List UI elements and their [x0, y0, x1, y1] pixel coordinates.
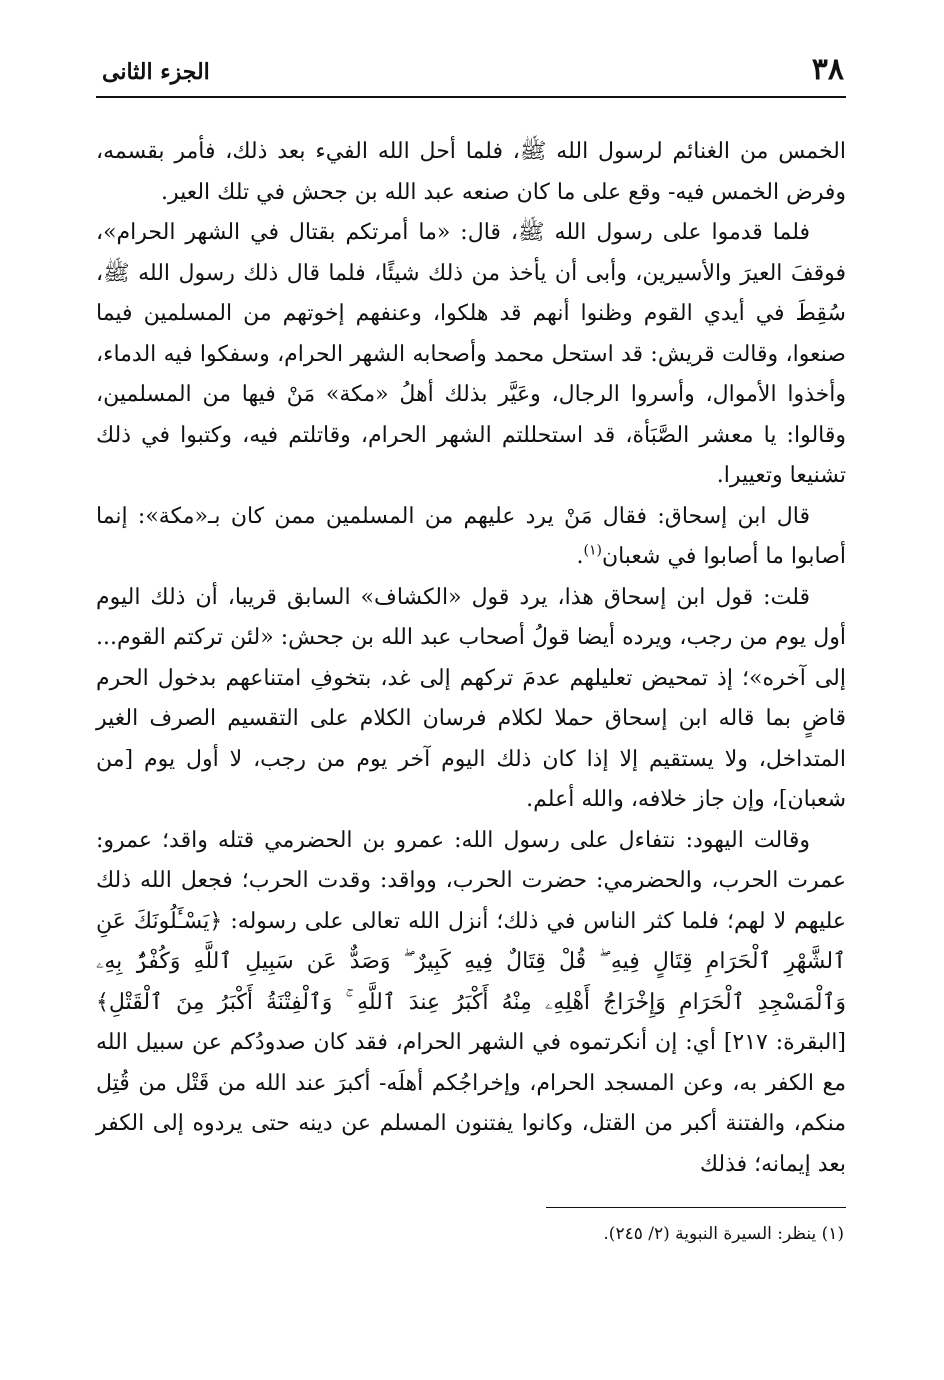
footnote-separator [546, 1207, 846, 1208]
paragraph-2: فلما قدموا على رسول الله ﷺ، قال: «ما أمرتكم بقتال في الشهر الحرام»، فوقفَ العيرَ والأسيرين، وأبى أن يأخذ من ذلك شيئًا، فلما قال ذلك رسول الله ﷺ، سُقِطَ في أيدي القوم وظنوا أنهم قد هلكوا، وعنفهم إخوتهم من المسلمين فيما صنعوا، وقالت قريش: قد استحل محمد وأصحابه الشهر الحرام، وسفكوا فيه الدماء، وأخذوا الأموال، وأسروا الرجال، وعَيَّر بذلك أهلُ «مكة» مَنْ فيها من المسلمين، وقالوا: يا معشر الصَّبَأة، قد استحللتم الشهر الحرام، وقاتلتم فيه، وكتبوا في ذلك تشنيعا وتعييرا. [96, 220, 846, 488]
running-title: الجزء الثانى [102, 59, 210, 85]
footnote-reference: (١) [583, 542, 602, 559]
paragraph-3-text: قال ابن إسحاق: فقال مَنْ يرد عليهم من المسلمين ممن كان بـ«مكة»: إنما أصابوا ما أصابوا في شعبان [96, 503, 846, 569]
main-text [96, 132, 846, 1185]
page-number: ٣٨ [811, 52, 844, 87]
paragraph-5: وقالت اليهود: نتفاءل على رسول الله: عمرو بن الحضرمي قتله واقد؛ عمرو: عمرت الحرب، والحضرمي: حضرت الحرب، وواقد: وقدت الحرب؛ فجعل الله ذلك عليهم لا لهم؛ فلما كثر الناس في ذلك؛ أنزل الله تعالى على رسوله: ﴿يَسْـَٔلُونَكَ عَنِ ٱلشَّهْرِ ٱلْحَرَامِ قِتَالٍ فِيهِ ۖ قُلْ قِتَالٌ فِيهِ كَبِيرٌ ۖ وَصَدٌّ عَن سَبِيلِ ٱللَّهِ وَكُفْرٌۢ بِهِۦ وَٱلْمَسْجِدِ ٱلْحَرَامِ وَإِخْرَاجُ أَهْلِهِۦ مِنْهُ أَكْبَرُ عِندَ ٱللَّهِ ۚ وَٱلْفِتْنَةُ أَكْبَرُ مِنَ ٱلْقَتْلِ﴾ [البقرة: ٢١٧] أي: إن أنكرتموه في الشهر الحرام، فقد كان صدودُكم عن سبيل الله مع الكفر به، وعن المسجد الحرام، وإخراجُكم أهلَه- أكبرَ عند الله من قَتْل من قُتِل منكم، والفتنة أكبر من القتل، وكانوا يفتنون المسلم عن دينه حتى يردوه إلى الكفر بعد إيمانه؛ فذلك [96, 827, 846, 1177]
book-page [96, 50, 846, 1350]
paragraph-1: الخمس من الغنائم لرسول الله ﷺ، فلما أحل الله الفيء بعد ذلك، فأمر بقسمه، وفرض الخمس فيه- وقع على ما كان صنعه عبد الله بن جحش في تلك العير. [96, 139, 846, 205]
footnote: (١) ينظر: السيرة النبوية (٢/ ٢٤٥). [603, 1224, 844, 1244]
paragraph-4: قلت: قول ابن إسحاق هذا، يرد قول «الكشاف» السابق قريبا، أن ذلك اليوم أول يوم من رجب، ويرده أيضا قولُ أصحاب عبد الله بن جحش: «لئن تركتم القوم... إلى آخره»؛ إذ تمحيض تعليلهم عدمَ تركهم إلى غد، بتخوفِ امتناعهم بدخول الحرم قاضٍ بما قاله ابن إسحاق حملا لكلام فرسان الكلام على التقسيم الصرف الغير المتداخل، ولا يستقيم إلا إذا كان ذلك اليوم آخر يوم من رجب، لا أول يوم [من شعبان]، وإن جاز خلافه، والله أعلم. [96, 584, 846, 812]
page-header [96, 50, 846, 98]
paragraph-3: قال ابن إسحاق: فقال مَنْ يرد عليهم من المسلمين ممن كان بـ«مكة»: إنما أصابوا ما أصابوا في شعبان$^{(١)}$. [96, 503, 846, 569]
